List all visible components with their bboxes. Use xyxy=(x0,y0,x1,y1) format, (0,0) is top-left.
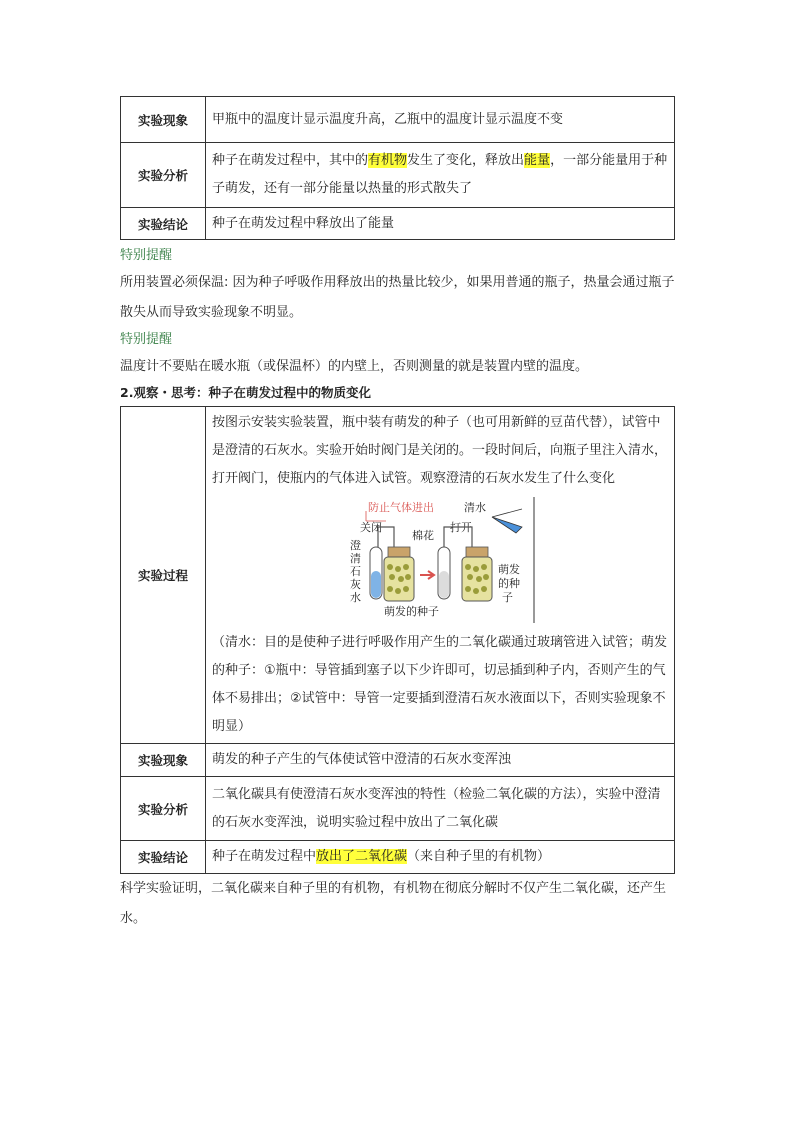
fig-label-open: 打开 xyxy=(450,521,472,534)
note-text: 温度计不要贴在暖水瓶（或保温杯）的内壁上，否则测量的就是装置内壁的温度。 xyxy=(120,359,589,374)
row-content xyxy=(206,143,675,208)
row-label: 实验过程 xyxy=(121,407,206,744)
fig-label-water: 清水 xyxy=(464,501,486,514)
table-row xyxy=(121,143,675,208)
process-note: （清水：目的是使种子进行呼吸作用产生的二氧化碳通过玻璃管进入试管；萌发的种子：①瓶中：导管插到塞子以下少许即可，切忌插到种子内，否则产生的气体不易排出；②试管中：导管一定要插到澄清石灰水液面以下，否则实验现象不明显） xyxy=(212,635,668,734)
row-label: 实验现象 xyxy=(121,97,206,143)
highlighted-text: 有机物 xyxy=(368,153,408,168)
table-row xyxy=(121,777,675,841)
row-content: 二氧化碳具有使澄清石灰水变浑浊的特性（检验二氧化碳的方法），实验中澄清的石灰水变浑浊，说明实验过程中放出了二氧化碳 xyxy=(206,777,675,841)
row-label: 实验结论 xyxy=(121,841,206,874)
text-span: 种子在萌发过程中 xyxy=(212,849,317,864)
text-span: ，一部分能量用于种子萌发，还有一部分能量以热量的形式散失了 xyxy=(212,153,668,196)
row-label: 实验分析 xyxy=(121,777,206,841)
table-row xyxy=(121,841,675,874)
row-content: 甲瓶中的温度计显示温度升高，乙瓶中的温度计显示温度不变 xyxy=(206,97,675,143)
row-label: 实验结论 xyxy=(121,208,206,240)
row-content xyxy=(206,841,675,874)
row-content: 种子在萌发过程中释放出了能量 xyxy=(206,208,675,240)
text-span: 发生了变化，释放出 xyxy=(407,153,525,168)
section-title: 2.观察・思考：种子在萌发过程中的物质变化 xyxy=(120,385,371,400)
table-row xyxy=(121,97,675,143)
heat-experiment-table xyxy=(120,96,675,240)
row-label: 实验现象 xyxy=(121,744,206,777)
apparatus-figure xyxy=(346,497,566,625)
final-paragraph: 科学实验证明，二氧化碳来自种子里的有机物，有机物在彻底分解时不仅产生二氧化碳，还产生水。 xyxy=(120,881,667,926)
row-content: 萌发的种子产生的气体使试管中澄清的石灰水变浑浊 xyxy=(206,744,675,777)
fig-label-closed: 关闭 xyxy=(360,521,382,534)
co2-experiment-table xyxy=(120,406,675,874)
fig-label-seeds-right: 萌发的种子 xyxy=(498,563,520,604)
note-heading: 特别提醒 xyxy=(120,248,173,263)
fig-label-cotton: 棉花 xyxy=(412,529,434,542)
apparatus-drawing xyxy=(346,497,566,625)
row-label: 实验分析 xyxy=(121,143,206,208)
fig-label-seeds-bottom: 萌发的种子 xyxy=(384,605,439,618)
fig-label-limewater: 澄清石灰水 xyxy=(350,539,361,604)
row-content xyxy=(206,407,675,744)
highlighted-text: 放出了二氧化碳 xyxy=(316,849,408,864)
table-row xyxy=(121,744,675,777)
note-heading: 特别提醒 xyxy=(120,332,173,347)
text-span: （来自种子里的有机物） xyxy=(407,849,551,864)
fig-label-top-note: 防止气体进出 xyxy=(368,501,434,514)
process-text: 按图示安装实验装置，瓶中装有萌发的种子（也可用新鲜的豆苗代替），试管中是澄清的石灰水。实验开始时阀门是关闭的。一段时间后，向瓶子里注入清水，打开阀门，使瓶内的气体进入试管。观察澄清的石灰水发生了什么变化 xyxy=(212,415,668,486)
text-span: 种子在萌发过程中，其中的 xyxy=(212,153,369,168)
note-text: 所用装置必须保温: 因为种子呼吸作用释放出的热量比较少，如果用普通的瓶子，热量会通过瓶子散失从而导致实验现象不明显。 xyxy=(120,275,675,320)
highlighted-text: 能量 xyxy=(524,153,551,168)
document-page xyxy=(120,96,676,934)
table-row xyxy=(121,208,675,240)
table-row xyxy=(121,407,675,744)
